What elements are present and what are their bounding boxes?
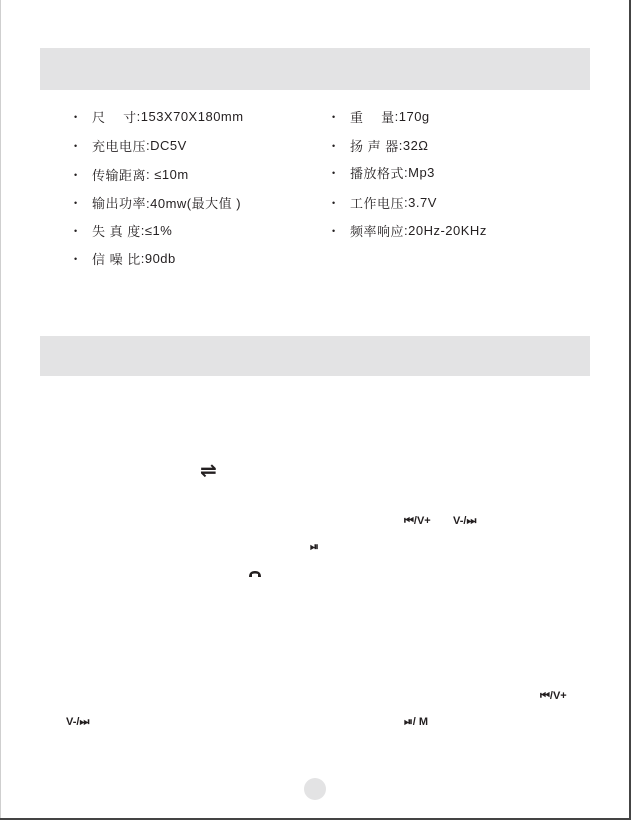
- spec-label: 信 噪 比: [92, 252, 141, 267]
- spec-label: 失 真 度: [92, 224, 141, 239]
- spec-value: :3.7V: [404, 195, 437, 210]
- phone-icon: [248, 570, 262, 578]
- spec-label: 频率响应: [350, 224, 405, 239]
- spec-label: 充电电压: [92, 139, 147, 154]
- spec-label: 扬 声 器: [350, 139, 399, 154]
- spec-item-frequency: [332, 221, 487, 240]
- volume-down-next-icon: V-/⏭: [66, 716, 90, 728]
- prev-volume-up-icon: ⏮/V+: [404, 515, 431, 527]
- bullet: •: [74, 225, 78, 236]
- bullet: •: [74, 197, 78, 208]
- spec-value: : ≤10m: [146, 167, 189, 182]
- spec-label: 尺 寸: [92, 110, 137, 125]
- bullet: •: [74, 169, 78, 180]
- page-number-marker: [304, 778, 326, 800]
- spec-value: :20Hz-20KHz: [404, 223, 487, 238]
- spec-item-charge-voltage: [74, 136, 187, 155]
- play-pause-icon: ⏯: [310, 541, 319, 553]
- spec-item-working-voltage: [332, 193, 437, 212]
- section-header-specs: [40, 48, 590, 90]
- spec-item-format: [332, 163, 435, 182]
- spec-item-size: [74, 107, 244, 126]
- bullet: •: [74, 140, 78, 151]
- spec-value: :DC5V: [146, 138, 187, 153]
- play-pause-mode-icon: ⏯/ M: [404, 716, 429, 728]
- bullet: •: [332, 167, 336, 178]
- spec-value: :32Ω: [398, 138, 429, 153]
- spec-value: :153X70X180mm: [136, 109, 244, 124]
- bullet: •: [74, 111, 78, 122]
- section-header-operation: [40, 336, 590, 376]
- spec-item-distortion: [74, 221, 172, 240]
- spec-label: 播放格式: [350, 166, 405, 181]
- spec-value: :90db: [140, 251, 176, 266]
- bullet: •: [332, 225, 336, 236]
- spec-label: 重 量: [350, 110, 395, 125]
- spec-label: 工作电压: [350, 196, 405, 211]
- spec-value: :170g: [394, 109, 430, 124]
- spec-label: 传输距离: [92, 168, 147, 183]
- spec-item-snr: [74, 249, 176, 268]
- spec-item-output-power: [74, 193, 241, 212]
- spec-item-weight: [332, 107, 430, 126]
- spec-item-distance: [74, 165, 189, 184]
- spec-item-speaker: [332, 136, 429, 155]
- spec-label: 输出功率: [92, 196, 147, 211]
- bullet: •: [74, 253, 78, 264]
- mode-switch-icon: ⇌: [200, 460, 217, 482]
- spec-value: :≤1%: [140, 223, 173, 238]
- volume-down-next-icon: V-/⏭: [453, 515, 477, 527]
- prev-volume-up-icon: ⏮/V+: [540, 690, 567, 702]
- spec-value: :40mw(最大值 ): [146, 196, 242, 211]
- page-edge-left: [0, 0, 1, 820]
- bullet: •: [332, 111, 336, 122]
- bullet: •: [332, 140, 336, 151]
- bullet: •: [332, 197, 336, 208]
- spec-value: :Mp3: [404, 165, 435, 180]
